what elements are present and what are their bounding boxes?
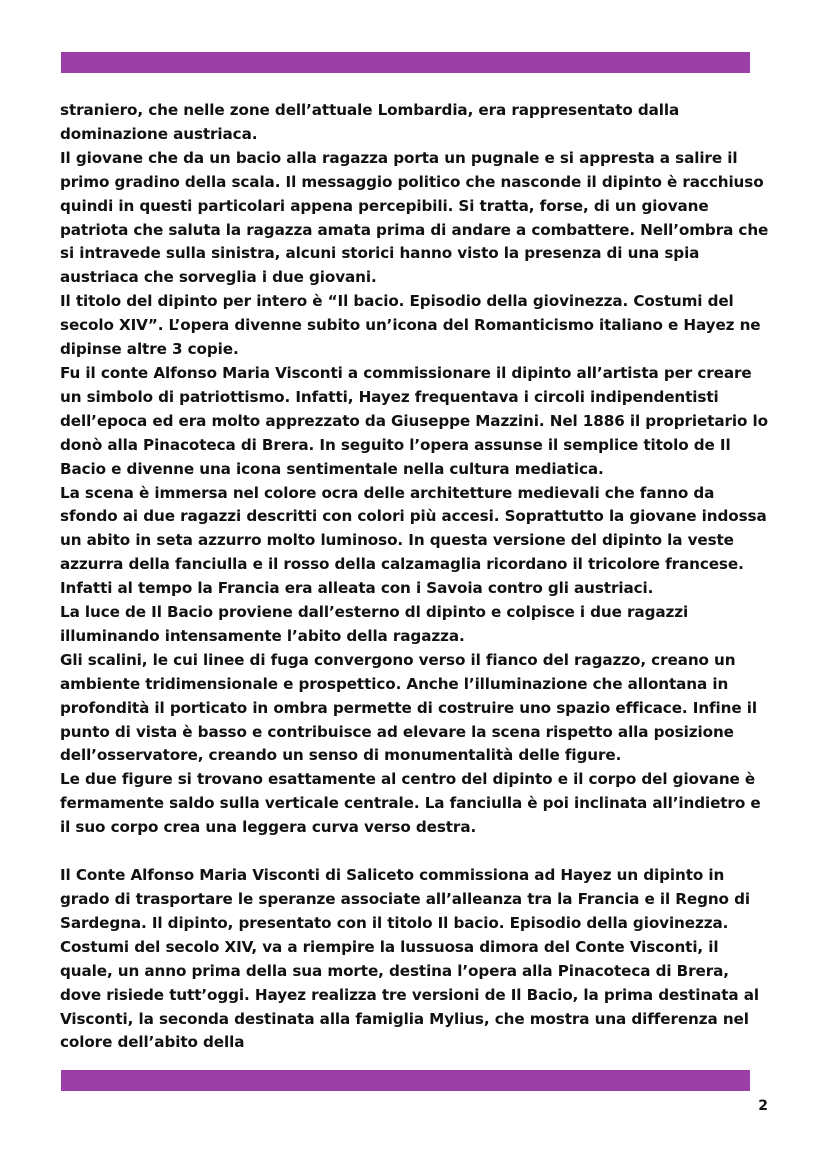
header-band xyxy=(61,52,750,73)
paragraph-7: Gli scalini, le cui linee di fuga convergono verso il fianco del ragazzo, creano un ambiente tridimensionale e prospettico. Anche l’illuminazione che allontana in profondità il porticato in ombra permette di costruire uno spazio efficace. Infine il punto di vista è basso e contribuisce ad elevare la scena rispetto alla posizione dell’osservatore, creando un senso di monumentalità delle figure. xyxy=(60,650,757,765)
paragraph-8: Le due figure si trovano esattamente al centro del dipinto e il corpo del giovane è fermamente saldo sulla verticale centrale. La fanciulla è poi inclinata all’indietro e il suo corpo crea una leggera curva verso destra. xyxy=(60,770,761,837)
page-body xyxy=(60,99,770,1055)
paragraph-9: Il Conte Alfonso Maria Visconti di Saliceto commissiona ad Hayez un dipinto in grado di trasportare le speranze associate all’alleanza tra la Francia e il Regno di Sardegna. Il dipinto, presentato con il titolo Il bacio. Episodio della giovinezza. Costumi del secolo XIV, va a riempire la lussuosa dimora del Conte Visconti, il quale, un anno prima della sua morte, destina l’opera alla Pinacoteca di Brera, dove risiede tutt’oggi. Hayez realizza tre versioni de Il Bacio, la prima destinata al Visconti, la seconda destinata alla famiglia Mylius, che mostra una differenza nel colore dell’abito della xyxy=(60,866,759,1052)
paragraph-4: Fu il conte Alfonso Maria Visconti a commissionare il dipinto all’artista per creare un simbolo di patriottismo. Infatti, Hayez frequentava i circoli indipendentisti dell’epoca ed era molto apprezzato da Giuseppe Mazzini. Nel 1886 il proprietario lo donò alla Pinacoteca di Brera. In seguito l’opera assunse il semplice titolo de Il Bacio e divenne una icona sentimentale nella cultura mediatica. xyxy=(60,363,768,478)
paragraph-6: La luce de Il Bacio proviene dall’esterno dl dipinto e colpisce i due ragazzi illuminando intensamente l’abito della ragazza. xyxy=(60,603,689,645)
paragraph-5: La scena è immersa nel colore ocra delle architetture medievali che fanno da sfondo ai due ragazzi descritti con colori più accesi. Soprattutto la giovane indossa un abito in seta azzurro molto luminoso. In questa versione del dipinto la veste azzurra della fanciulla e il rosso della calzamaglia ricordano il tricolore francese. Infatti al tempo la Francia era alleata con i Savoia contro gli austriaci. xyxy=(60,483,767,598)
footer-band xyxy=(61,1070,750,1091)
paragraph-1: straniero, che nelle zone dell’attuale Lombardia, era rappresentato dalla dominazione austriaca. xyxy=(60,101,680,143)
paragraph-gap xyxy=(60,840,770,864)
page-number: 2 xyxy=(758,1098,768,1114)
paragraph-2: Il giovane che da un bacio alla ragazza porta un pugnale e si appresta a salire il primo gradino della scala. Il messaggio politico che nasconde il dipinto è racchiuso quindi in questi particolari appena percepibili. Si tratta, forse, di un giovane patriota che saluta la ragazza amata prima di andare a combattere. Nell’ombra che si intravede sulla sinistra, alcuni storici hanno visto la presenza di una spia austriaca che sorveglia i due giovani. xyxy=(60,148,769,287)
paragraph-3: Il titolo del dipinto per intero è “Il bacio. Episodio della giovinezza. Costumi del secolo XIV”. L’opera divenne subito un’icona del Romanticismo italiano e Hayez ne dipinse altre 3 copie. xyxy=(60,292,761,359)
